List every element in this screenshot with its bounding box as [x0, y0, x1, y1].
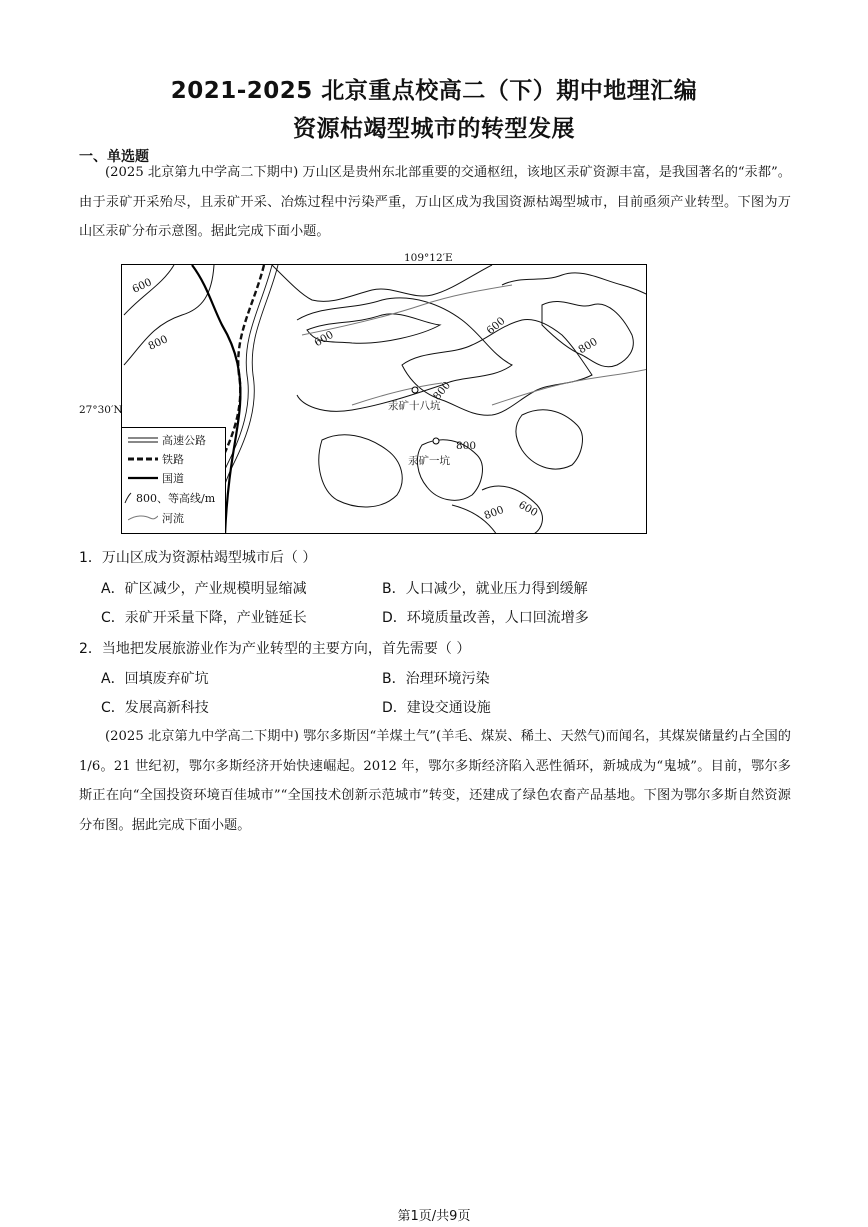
- mine-18-label: 汞矿十八坑: [388, 400, 441, 412]
- contour-label: 600: [516, 498, 540, 520]
- legend-item-river: 河流: [128, 510, 184, 526]
- question-2-option-c[interactable]: C．发展高新科技: [101, 700, 209, 716]
- contour-symbol: [124, 492, 132, 504]
- question-2-stem: 2．当地把发展旅游业作为产业转型的主要方向，首先需要（ ）: [79, 641, 471, 657]
- highway-symbol: [128, 436, 158, 444]
- page-footer: 第1页/共9页: [397, 1209, 471, 1224]
- question-1-option-d[interactable]: D．环境质量改善，人口回流增多: [382, 610, 589, 626]
- mercury-mine-map: [121, 264, 647, 534]
- contour-label: 800: [482, 503, 506, 523]
- map-longitude-label: 109°12′E: [404, 252, 453, 264]
- question-2-option-a[interactable]: A．回填废弃矿坑: [101, 671, 209, 687]
- passage-2: [79, 722, 791, 840]
- contour-label: 800: [576, 335, 600, 357]
- question-1-option-a[interactable]: A．矿区减少，产业规模明显缩减: [101, 581, 307, 597]
- section-heading: 一、单选题: [79, 149, 149, 165]
- mine-1-label: 汞矿一坑: [408, 455, 450, 467]
- passage-2-text: (2025 北京第九中学高二下期中) 鄂尔多斯因“羊煤土气”(羊毛、煤炭、稀土、天然气)而闻名，其煤炭储量约占全国的 1/6。21 世纪初，鄂尔多斯经济开始快速崛起。2012 年，鄂尔多斯经济陷入恶性循环，新城成为“鬼城”。目前，鄂尔多斯正在向“全国投资环境百佳城市”“全国技术创新示范城市”转变，还建成了绿色农畜产品基地。下图为鄂尔多斯自然资源分布图。据此完成下面小题。: [79, 729, 791, 833]
- contour-label: 600: [130, 276, 154, 296]
- contour-label: 600: [484, 314, 508, 338]
- legend-item-highway: 高速公路: [128, 432, 206, 448]
- contour-label: 800: [430, 379, 454, 403]
- document-title-line-1: 2021-2025 北京重点校高二（下）期中地理汇编: [170, 78, 698, 104]
- legend-item-railway: 铁路: [128, 451, 184, 467]
- mine-1-dot: [433, 438, 439, 444]
- railway-symbol: [128, 455, 158, 463]
- legend-item-contour: 800、等高线/m: [124, 490, 215, 506]
- question-1-option-c[interactable]: C．汞矿开采量下降，产业链延长: [101, 610, 307, 626]
- passage-1: [79, 158, 791, 247]
- document-title-line-2: 资源枯竭型城市的转型发展: [293, 116, 575, 142]
- national-road-symbol: [128, 474, 158, 482]
- question-1-option-b[interactable]: B．人口减少，就业压力得到缓解: [382, 581, 588, 597]
- question-2-option-b[interactable]: B．治理环境污染: [382, 671, 490, 687]
- question-2-option-d[interactable]: D．建设交通设施: [382, 700, 491, 716]
- legend-item-national-road: 国道: [128, 470, 184, 486]
- map-latitude-label: 27°30′N: [79, 404, 123, 416]
- mine-18-dot: [412, 387, 418, 393]
- map-legend: [122, 427, 226, 533]
- river-symbol: [128, 513, 158, 523]
- question-1-stem: 1．万山区成为资源枯竭型城市后（ ）: [79, 550, 317, 566]
- contour-label: 600: [312, 328, 336, 350]
- contour-label: 800: [146, 333, 170, 353]
- contour-label: 800: [456, 440, 477, 452]
- passage-1-text: (2025 北京第九中学高二下期中) 万山区是贵州东北部重要的交通枢纽，该地区汞矿资源丰富，是我国著名的“汞都”。由于汞矿开采殆尽，且汞矿开采、冶炼过程中污染严重，万山区成为我国资源枯竭型城市，目前亟须产业转型。下图为万山区汞矿分布示意图。据此完成下面小题。: [79, 165, 791, 239]
